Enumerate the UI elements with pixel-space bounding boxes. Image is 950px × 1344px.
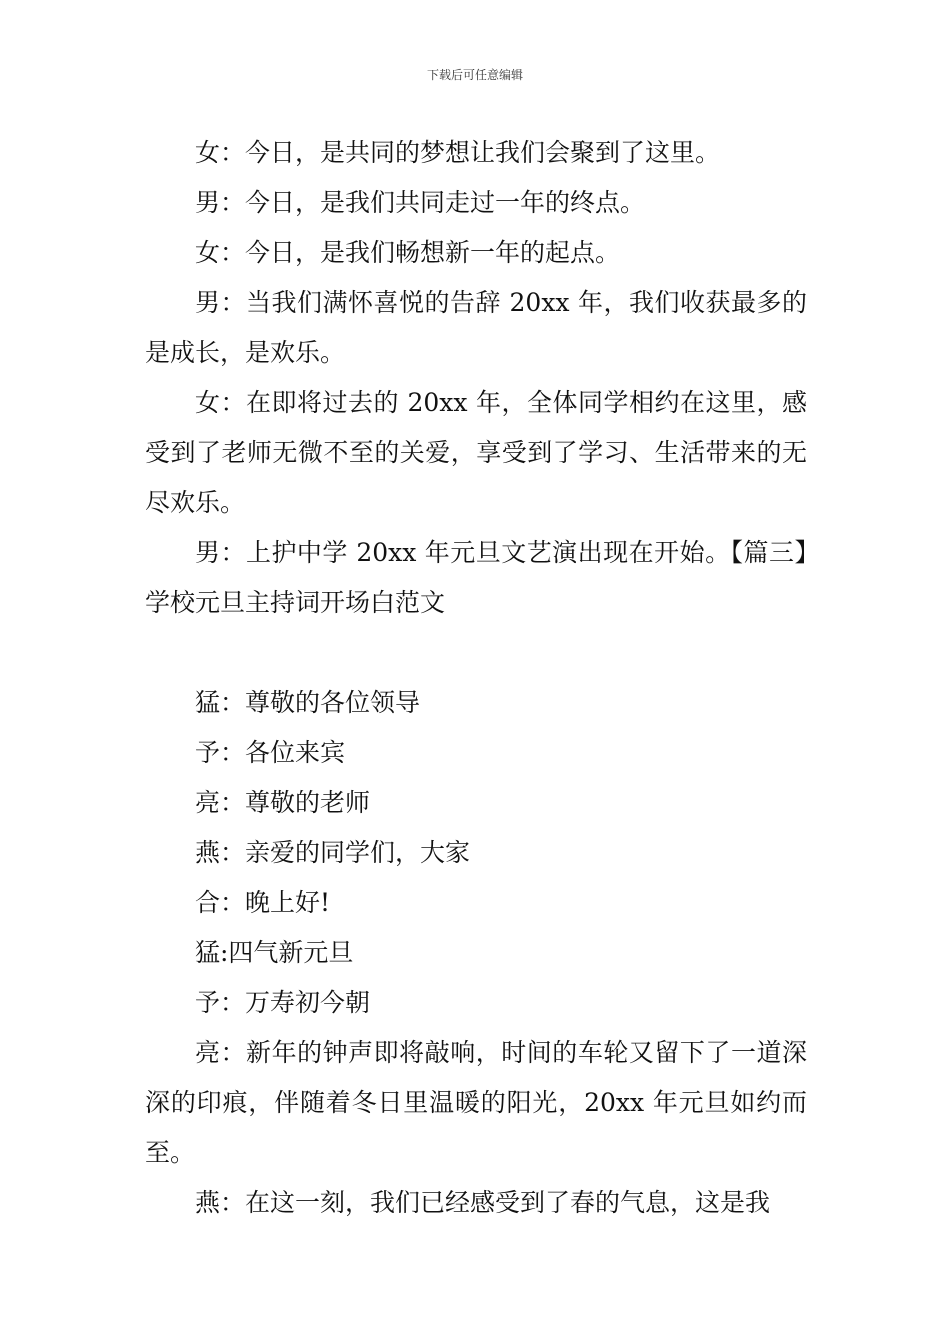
paragraph: 男：今日，是我们共同走过一年的终点。	[195, 188, 646, 217]
paragraph: 猛:四气新元旦	[195, 938, 354, 967]
paragraph: 燕：亲爱的同学们，大家	[195, 838, 471, 867]
document-body	[145, 128, 807, 1228]
paragraph: 合：晚上好!	[195, 888, 331, 917]
paragraph: 亮：新年的钟声即将敲响，时间的车轮又留下了一道深深的印痕，伴随着冬日里温暖的阳光，20xx 年元旦如约而至。	[145, 1038, 807, 1167]
paragraph: 予：各位来宾	[195, 738, 346, 767]
paragraph: 猛：尊敬的各位领导	[195, 688, 421, 717]
paragraph: 女：今日，是共同的梦想让我们会聚到了这里。	[195, 138, 721, 167]
page-header: 下载后可任意编辑	[426, 68, 523, 82]
paragraph: 女：在即将过去的 20xx 年，全体同学相约在这里，感受到了老师无微不至的关爱，享受到了学习、生活带来的无尽欢乐。	[145, 388, 807, 517]
paragraph: 男：上护中学 20xx 年元旦文艺演出现在开始。【篇三】学校元旦主持词开场白范文	[145, 538, 807, 617]
paragraph: 亮：尊敬的老师	[195, 788, 371, 817]
paragraph: 男：当我们满怀喜悦的告辞 20xx 年，我们收获最多的是成长，是欢乐。	[145, 288, 807, 367]
paragraph: 燕：在这一刻，我们已经感受到了春的气息，这是我	[195, 1188, 771, 1217]
paragraph: 女：今日，是我们畅想新一年的起点。	[195, 238, 621, 267]
paragraph: 予：万寿初今朝	[195, 988, 371, 1017]
blank-line	[145, 628, 807, 678]
